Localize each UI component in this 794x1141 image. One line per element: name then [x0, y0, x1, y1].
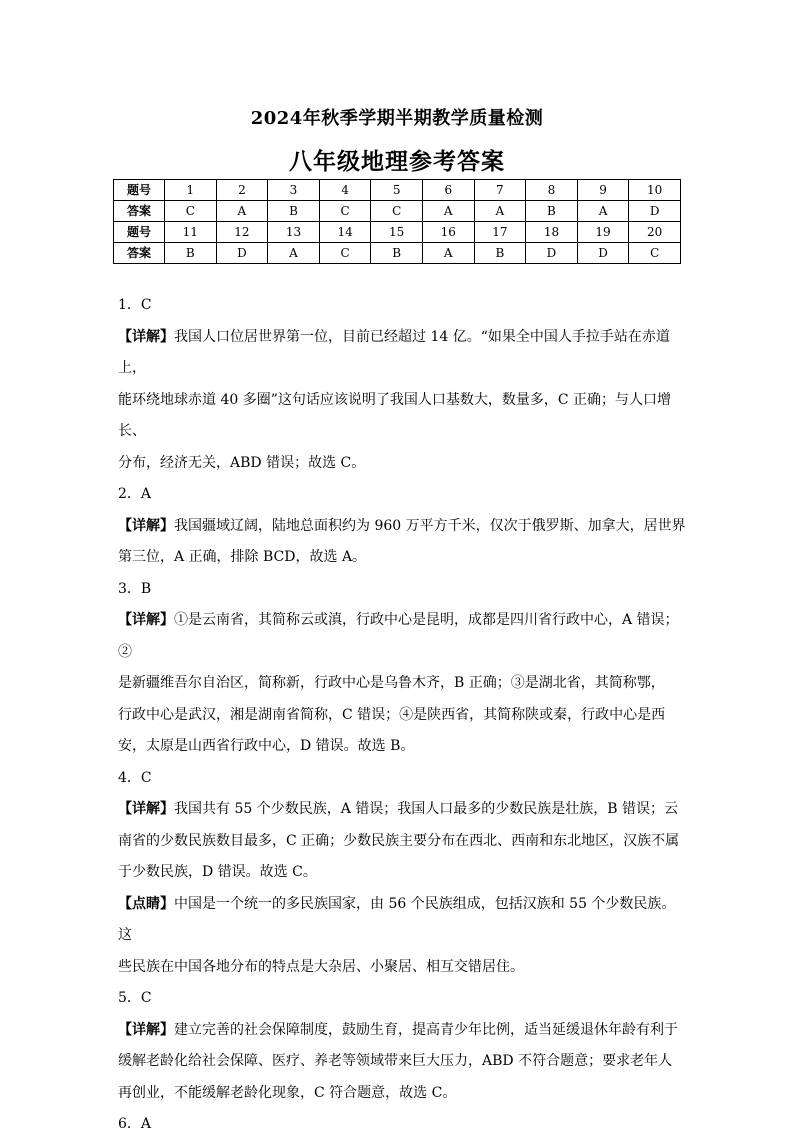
explanation-text: 再创业，不能缓解老龄化现象，C 符合题意，故选 C。 — [118, 1084, 457, 1101]
explanation-text: 缓解老龄化给社会保障、医疗、养老等领域带来巨大压力，ABD 不符合题意；要求老年人 — [118, 1053, 673, 1069]
explanation-text: 我国共有 55 个少数民族，A 错误；我国人口最多的少数民族是壮族，B 错误；云 — [174, 801, 679, 817]
exam-title: 2024年秋季学期半期教学质量检测 — [250, 108, 544, 129]
table-cell: 3 — [268, 180, 320, 201]
table-cell: 1 — [165, 180, 217, 201]
explanation-text: 我国疆域辽阔，陆地总面积约为 960 万平方千米，仅次于俄罗斯、加拿大，居世界 — [174, 517, 686, 534]
table-cell: C — [629, 243, 681, 264]
table-cell: 10 — [629, 180, 681, 201]
table-cell: 17 — [474, 222, 526, 243]
explanation-text: 中国是一个统一的多民族国家，由 56 个民族组成，包括汉族和 55 个少数民族。这 — [118, 895, 676, 943]
table-cell: A — [577, 201, 629, 222]
table-row — [114, 201, 681, 222]
table-cell: B — [268, 201, 320, 222]
section-tag: 【详解】 — [118, 328, 174, 345]
explanation-text: 能环绕地球赤道 40 多圈”这句话应该说明了我国人口基数大，数量多，C 正确；与人口增长、 — [118, 391, 672, 439]
explanation-line — [118, 448, 688, 480]
answer-key-title: 八年级地理参考答案 — [289, 148, 505, 175]
table-cell: 7 — [474, 180, 526, 201]
table-cell: A — [422, 201, 474, 222]
explanation-line — [118, 668, 688, 700]
answer-explanations — [118, 290, 688, 1141]
explanation-text: 些民族在中国各地分布的特点是大杂居、小聚居、相互交错居住。 — [118, 958, 524, 975]
explanation-text: 安，太原是山西省行政中心，D 错误。故选 B。 — [118, 738, 415, 754]
explanation-line — [118, 605, 688, 668]
table-cell: 15 — [371, 222, 423, 243]
explanation-line — [118, 385, 688, 448]
table-cell: A — [474, 201, 526, 222]
table-cell: 20 — [629, 222, 681, 243]
explanation-text: 分布，经济无关，ABD 错误；故选 C。 — [118, 454, 366, 471]
table-cell: D — [629, 201, 681, 222]
table-cell: 14 — [319, 222, 371, 243]
explanation-text: 南省的少数民族数目最多，C 正确；少数民族主要分布在西北、西南和东北地区，汉族不属 — [118, 832, 680, 849]
table-cell: C — [165, 201, 217, 222]
table-cell: 13 — [268, 222, 320, 243]
section-tag: 【点睛】 — [118, 895, 174, 912]
table-cell: A — [422, 243, 474, 264]
row-header: 答案 — [114, 201, 165, 222]
explanation-text: 建立完善的社会保障制度，鼓励生育，提高青少年比例，适当延缓退休年龄有利于 — [174, 1021, 678, 1038]
table-cell: D — [526, 243, 578, 264]
table-cell: 18 — [526, 222, 578, 243]
section-tag: 【详解】 — [118, 612, 174, 628]
explanation-text: ①是云南省，其简称云或滇，行政中心是昆明，成都是四川省行政中心，A 错误；② — [118, 612, 679, 660]
question-number: 4．C — [118, 769, 152, 786]
table-cell: C — [319, 201, 371, 222]
table-cell: D — [216, 243, 268, 264]
table-row — [114, 180, 681, 201]
row-header: 答案 — [114, 243, 165, 264]
explanation-text: 是新疆维吾尔自治区，简称新，行政中心是乌鲁木齐，B 正确；③是湖北省，其简称鄂， — [118, 675, 665, 691]
explanation-line — [118, 542, 688, 574]
table-cell: B — [526, 201, 578, 222]
table-cell: 6 — [422, 180, 474, 201]
table-cell: 8 — [526, 180, 578, 201]
explanation-line — [118, 731, 688, 763]
answer-table — [113, 179, 681, 264]
explanation-line — [118, 1078, 688, 1110]
section-tag: 【详解】 — [118, 1021, 174, 1038]
table-cell: D — [577, 243, 629, 264]
table-row — [114, 222, 681, 243]
table-cell: 9 — [577, 180, 629, 201]
row-header: 题号 — [114, 180, 165, 201]
table-cell: 16 — [422, 222, 474, 243]
table-cell: C — [371, 201, 423, 222]
explanation-line — [118, 511, 688, 543]
explanation-line — [118, 1015, 688, 1047]
explanation-text: 行政中心是武汉，湘是湖南省简称，C 错误；④是陕西省，其简称陕或秦，行政中心是西 — [118, 706, 666, 723]
table-cell: A — [268, 243, 320, 264]
explanation-line — [118, 322, 688, 385]
table-cell: 4 — [319, 180, 371, 201]
explanation-line — [118, 857, 688, 889]
table-cell: 11 — [165, 222, 217, 243]
section-tag: 【详解】 — [118, 517, 174, 534]
table-cell: 12 — [216, 222, 268, 243]
explanation-text: 第三位，A 正确，排除 BCD，故选 A。 — [118, 549, 367, 565]
explanation-text: 于少数民族，D 错误。故选 C。 — [118, 864, 317, 880]
question-number: 3．B — [118, 580, 152, 597]
explanation-line — [118, 1046, 688, 1078]
table-cell: B — [371, 243, 423, 264]
explanation-line — [118, 700, 688, 732]
section-tag: 【详解】 — [118, 801, 174, 817]
table-cell: 19 — [577, 222, 629, 243]
table-cell: 5 — [371, 180, 423, 201]
explanation-line — [118, 889, 688, 952]
row-header: 题号 — [114, 222, 165, 243]
table-cell: A — [216, 201, 268, 222]
table-row — [114, 243, 681, 264]
table-cell: B — [165, 243, 217, 264]
question-number: 5．C — [118, 990, 152, 1006]
explanation-line — [118, 952, 688, 984]
explanation-line — [118, 794, 688, 826]
question-number: 1．C — [118, 297, 152, 313]
table-cell: 2 — [216, 180, 268, 201]
question-number: 6．A — [118, 1116, 152, 1132]
explanation-line — [118, 826, 688, 858]
explanation-text: 我国人口位居世界第一位，目前已经超过 14 亿。“如果全中国人手拉手站在赤道上， — [118, 328, 670, 376]
table-cell: B — [474, 243, 526, 264]
table-cell: C — [319, 243, 371, 264]
question-number: 2．A — [118, 486, 152, 502]
